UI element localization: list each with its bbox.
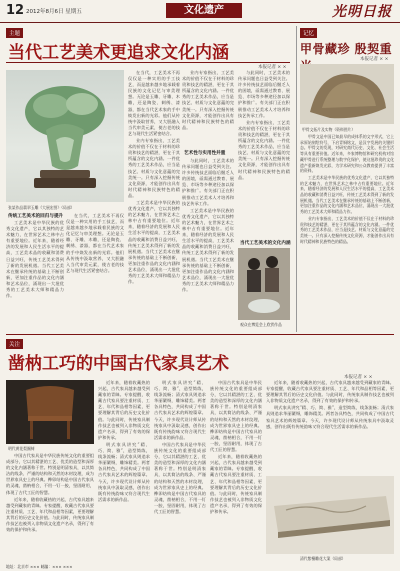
article-column	[6, 453, 94, 561]
article-column	[238, 70, 290, 240]
story-kicker: 关注	[6, 339, 23, 349]
page-header	[0, 0, 400, 23]
section-divider	[6, 334, 394, 335]
subheading: 传统工艺美术的回归与提升	[8, 214, 64, 219]
paragraph: 近年来，随着收藏热的兴起，古代家具越来越受到藏家的青睐。专家提醒，收藏古代家具要注重材质、工艺、年代和品相等因素，更要理解其背后的历史文化价值。与此同时，传统家具制作技艺也被列入非物质文化遗产名录，得到了有效的保护和传承。	[6, 496, 94, 533]
paragraph: 近年来，随着收藏热的兴起，古代家具越来越受到藏家的青睐。专家提醒，收藏古代家具要注重材质、工艺、年代和品相等因素，更要理解其背后的历史文化价值。与此同时，传统家具制作技艺也被列入非物质文化遗产名录，得到了有效的保护和传承。	[98, 380, 150, 440]
exhibition-visitors-photo	[238, 248, 290, 320]
photo-caption: 观众在博览会上欣赏作品	[240, 322, 282, 327]
section-title: 文化遗产	[166, 3, 242, 18]
article-column	[128, 70, 180, 330]
paragraph: 明式家具讲究“精、巧、简、雅”，造型简练，线条流畅；清式家具则追求华丽繁缛，雕饰精美。两者各具特色，共同构成了中国古代家具艺术的辉煌篇章。今天，许多现代设计师从传统家具中汲取灵感，创作出既有传统韵味又符合现代生活需求的新作品。	[266, 405, 394, 429]
jade-sculpture-photo	[6, 70, 124, 202]
paragraph: 与此同时，工艺美术的传承问题也日益受到关注。许多传统技艺面临后继乏人的困境，亟需通过教育、展览、市场等多种途径加以保护和推广。有关部门正在积极推动工艺美术人才培养和技艺传承工作。	[182, 158, 234, 206]
article-column	[154, 380, 206, 561]
photo-caption: 明代黄花梨圈椅	[8, 446, 35, 451]
paragraph: 中国古代家具是中华民族传统文化的重要组成部分，它以其精湛的工艺、优美的造型和深厚的文化内涵著称于世。特别是明清家具，以其简洁的线条、严谨的结构和天然的木材纹理，成为世界家具史上的经典。榫卯结构是中国古代家具的灵魂，凿枘相合，不用一钉一胶，坚固耐用，体现了古代工匠的智慧。	[154, 441, 206, 514]
story-headline: 当代工艺美术更追求文化内涵	[8, 43, 229, 63]
photo-caption: 甲骨文拓片及实物（资料图片）	[302, 127, 356, 132]
sidebar-kicker: 记忆	[300, 28, 317, 38]
sidebar-byline: 本报记者 × ×	[360, 57, 389, 62]
article-column	[182, 158, 234, 330]
carved-table-photo	[266, 476, 394, 554]
column-divider	[296, 26, 297, 332]
paragraph: 工艺美术是中华民族的优秀文化遗产，它以其独特的艺术魅力，在世界艺术之林中占有重要地位。近年来，随着经济的发展和人民生活水平的提高，工艺美术品的收藏和消费日益兴旺，传统工艺美术得到了新的发展机遇。当代工艺美术在继承传统的基础上不断创新，更加注重作品的文化内涵和艺术品位，涌现出一大批优秀的工艺美术大师和精品力作。	[6, 220, 64, 299]
article-column	[6, 220, 64, 330]
article-column	[66, 213, 124, 330]
article-column	[98, 380, 150, 561]
paragraph: 中国古代家具是中华民族传统文化的重要组成部分，它以其精湛的工艺、优美的造型和深厚的文化内涵著称于世。特别是明清家具，以其简洁的线条、严谨的结构和天然的木材纹理，成为世界家具史上的经典。榫卯结构是中国古代家具的灵魂，凿枘相合，不用一钉一胶，坚固耐用，体现了古代工匠的智慧。	[210, 380, 262, 453]
photo-caption: 清代紫檀雕花大案（局部）	[300, 556, 346, 561]
paragraph: 与此同时，工艺美术的传承问题也日益受到关注。许多传统技艺面临后继乏人的困境，亟需通过教育、展览、市场等多种途径加以保护和推广。有关部门正在积极推动工艺美术人才培养和技艺传承工作。	[238, 70, 290, 118]
paragraph: 工艺美术是中华民族的优秀文化遗产，它以其独特的艺术魅力，在世界艺术之林中占有重要地位。近年来，随着经济的发展和人民生活水平的提高，工艺美术品的收藏和消费日益兴旺，传统工艺美术得到了新的发展机遇。当代工艺美术在继承传统的基础上不断创新，更加注重作品的文化内涵和艺术品位，涌现出一大批优秀的工艺美术大师和精品力作。	[128, 199, 180, 285]
divider	[6, 62, 290, 63]
subheading: 艺术性与实用性并重	[184, 151, 226, 156]
paragraph: 明式家具讲究“精、巧、简、雅”，造型简练，线条流畅；清式家具则追求华丽繁缛，雕饰精美。两者各具特色，共同构成了中国古代家具艺术的辉煌篇章。今天，许多现代设计师从传统家具中汲取灵感，创作出既有传统韵味又符合现代生活需求的新作品。	[154, 380, 206, 440]
paragraph: 工艺美术是中华民族的优秀文化遗产，它以其独特的艺术魅力，在世界艺术之林中占有重要地位。近年来，随着经济的发展和人民生活水平的提高，工艺美术品的收藏和消费日益兴旺，传统工艺美术得到了新的发展机遇。当代工艺美术在继承传统的基础上不断创新，更加注重作品的文化内涵和艺术品位，涌现出一大批优秀的工艺美术大师和精品力作。	[300, 174, 394, 215]
paragraph: 在当代，工艺美术不再仅仅是一种实用的手工技艺，而是越来越多地承载着民族的文化记忆与审美理想。无论是玉雕、牙雕、木雕，还是陶瓷、刺绣、漆器，都在当代艺术家的手中焕发出新的光彩。他们从传统中汲取营养，又大胆融入当代审美元素，使古老的技艺与现代生活紧密结合。	[128, 70, 180, 136]
page-footer: 地址：北京市 ××× 邮编：××× ×××	[6, 564, 73, 569]
paragraph: 近年来，随着收藏热的兴起，古代家具越来越受到藏家的青睐。专家提醒，收藏古代家具要注重材质、工艺、年代和品相等因素，更要理解其背后的历史文化价值。与此同时，传统家具制作技艺也被列入非物质文化遗产名录，得到了有效的保护和传承。	[266, 380, 394, 404]
paragraph: 中国古代家具是中华民族传统文化的重要组成部分，它以其精湛的工艺、优美的造型和深厚的文化内涵著称于世。特别是明清家具，以其简洁的线条、严谨的结构和天然的木材纹理，成为世界家具史上的经典。榫卯结构是中国古代家具的灵魂，凿枘相合，不用一钉一胶，坚固耐用，体现了古代工匠的智慧。	[6, 453, 94, 495]
sidebar-headline: 甲骨藏珍 殷契重	[300, 42, 393, 56]
chair-photo	[6, 380, 94, 444]
paragraph: 业内专家指出，工艺美术的价值不仅在于材料的珍贵和技艺的精湛，更在于其所蕴含的文化内涵。一件优秀的工艺美术作品，应当是技艺、材质与文化意蕴的完美统一。只有深入挖掘传统文化资源，才能创作出具有时代精神和民族特色的精品。	[238, 119, 290, 180]
page-number: 12	[6, 3, 25, 18]
paragraph: 业内专家指出，工艺美术的价值不仅在于材料的珍贵和技艺的精湛，更在于其所蕴含的文化内涵。一件优秀的工艺美术作品，应当是技艺、材质与文化意蕴的完美统一。只有深入挖掘传统文化资源，才能创作出具有时代精神和民族特色的精品。	[182, 70, 234, 130]
paragraph: 甲骨文是中国已知最早的成体系的文字形式，它上承原始刻绘符号，下启青铜铭文，是汉字发展的关键形态。甲骨文的发现，对研究商代历史、文化、社会生活等具有重要价值。近年来，多家博物馆和研究机构对馆藏甲骨进行系统整理与数字化保护，使这批珍贵的文化遗产重新焕发光彩，为学术研究和公众教育提供了丰富的资料。	[300, 134, 394, 174]
story-byline: 本报记者 × ×	[344, 375, 373, 380]
story-headline: 凿枘工巧的中国古代家具艺术	[8, 354, 229, 374]
paragraph: 业内专家指出，工艺美术的价值不仅在于材料的珍贵和技艺的精湛，更在于其所蕴含的文化内涵。一件优秀的工艺美术作品，应当是技艺、材质与文化意蕴的完美统一。只有深入挖掘传统文化资源，才能创作出具有时代精神和民族特色的精品。	[300, 215, 394, 244]
photo-caption: 张某作品翡翠玉雕《大展宏图》（局部）	[8, 205, 75, 210]
sidebar-article	[300, 134, 394, 330]
article-column	[210, 380, 262, 561]
paragraph: 工艺美术是中华民族的优秀文化遗产，它以其独特的艺术魅力，在世界艺术之林中占有重要地位。近年来，随着经济的发展和人民生活水平的提高，工艺美术品的收藏和消费日益兴旺，传统工艺美术得到了新的发展机遇。当代工艺美术在继承传统的基础上不断创新，更加注重作品的文化内涵和艺术品位，涌现出一大批优秀的工艺美术大师和精品力作。	[182, 207, 234, 292]
article-column	[266, 380, 394, 472]
subheading: 当代工艺美术的文化内涵	[240, 241, 291, 246]
paragraph: 在当代，工艺美术不再仅仅是一种实用的手工技艺，而是越来越多地承载着民族的文化记忆与审美理想。无论是玉雕、牙雕、木雕，还是陶瓷、刺绣、漆器，都在当代艺术家的手中焕发出新的光彩。他们从传统中汲取营养，又大胆融入当代审美元素，使古老的技艺与现代生活紧密结合。	[66, 213, 124, 273]
story-byline: 本报记者 × ×	[258, 65, 287, 70]
story-kicker: 主题	[6, 28, 23, 38]
oracle-bone-photo	[300, 64, 394, 124]
issue-date: 2012年8月6日 星期五	[26, 9, 82, 15]
paragraph: 明式家具讲究“精、巧、简、雅”，造型简练，线条流畅；清式家具则追求华丽繁缛，雕饰精美。两者各具特色，共同构成了中国古代家具艺术的辉煌篇章。今天，许多现代设计师从传统家具中汲取灵感，创作出既有传统韵味又符合现代生活需求的新作品。	[98, 441, 150, 502]
paragraph: 近年来，随着收藏热的兴起，古代家具越来越受到藏家的青睐。专家提醒，收藏古代家具要注重材质、工艺、年代和品相等因素，更要理解其背后的历史文化价值。与此同时，传统家具制作技艺也被列入非物质文化遗产名录，得到了有效的保护和传承。	[210, 454, 262, 514]
masthead-logo: 光明日报	[332, 4, 392, 20]
article-column	[182, 70, 234, 148]
paragraph: 业内专家指出，工艺美术的价值不仅在于材料的珍贵和技艺的精湛，更在于其所蕴含的文化内涵。一件优秀的工艺美术作品，应当是技艺、材质与文化意蕴的完美统一。只有深入挖掘传统文化资源，才能创作出具有时代精神和民族特色的精品。	[128, 138, 180, 198]
